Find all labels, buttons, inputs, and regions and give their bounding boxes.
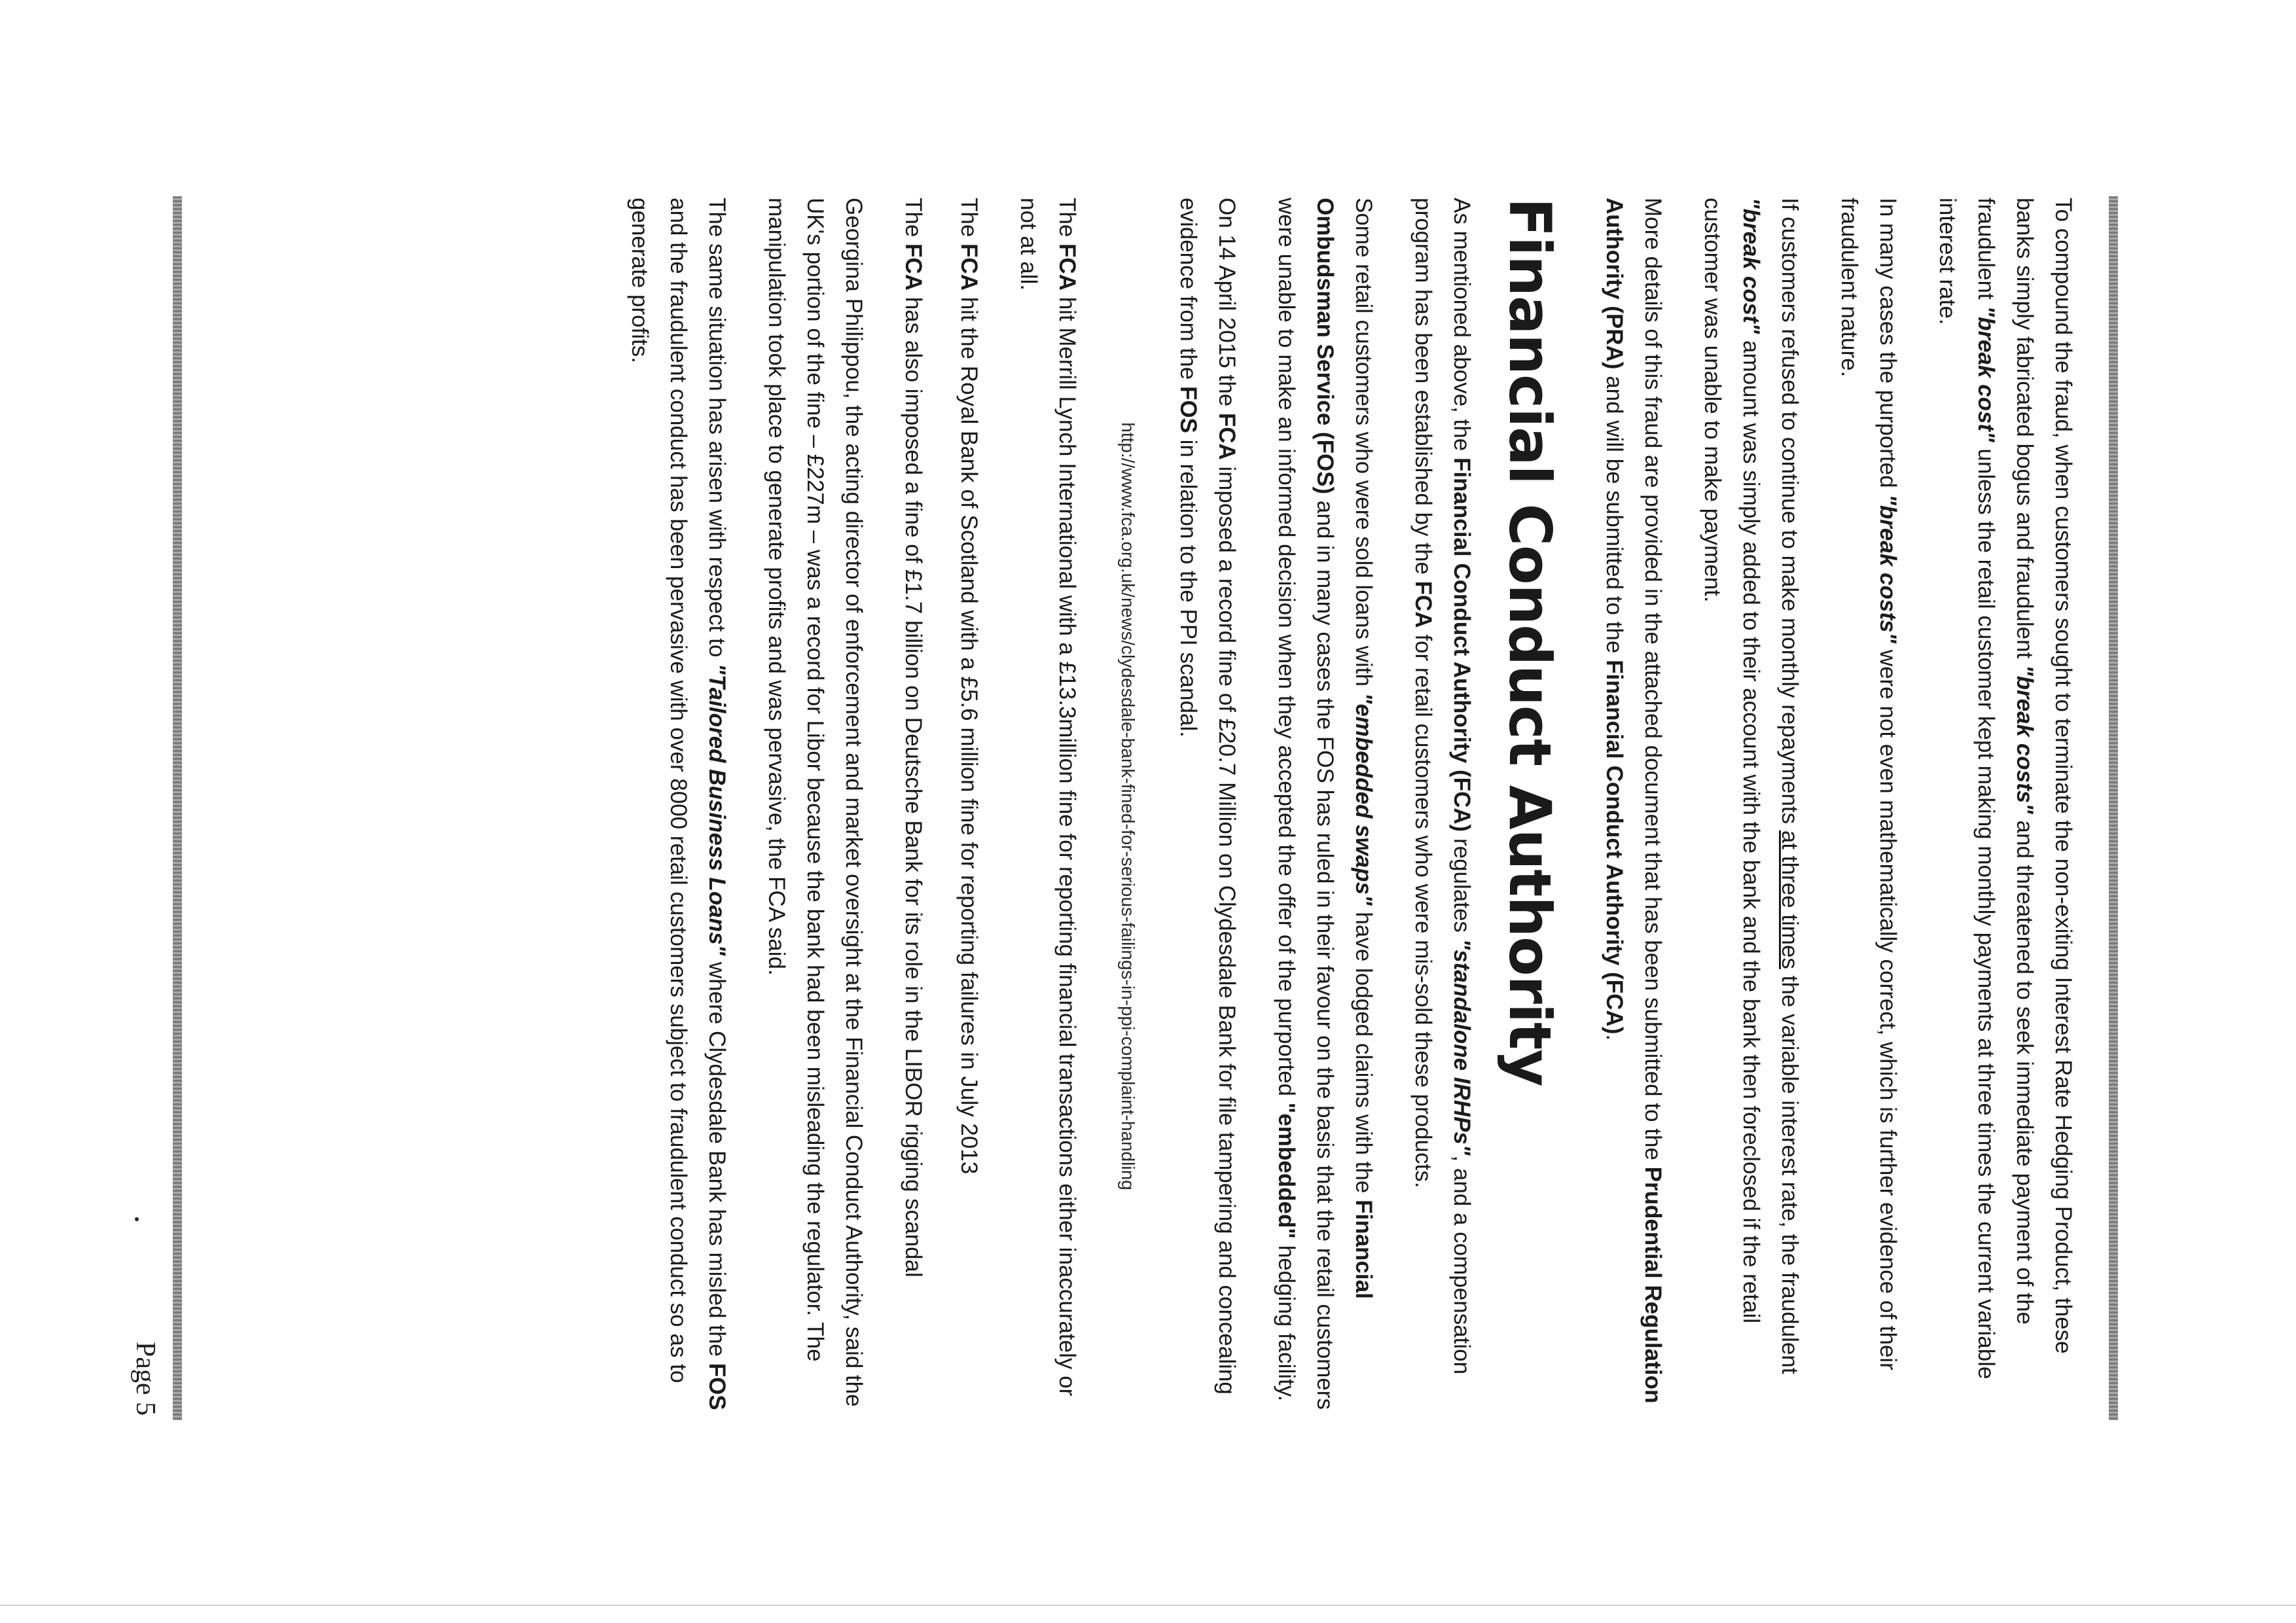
paragraph-fca-regulates: As mentioned above, the Financial Conduct Authority (FCA) regulates "standalone IRHPs", and a compensation program has been established by the FCA for retail customers who were mis-sold these products. [1410, 198, 1475, 1375]
paragraph-break-costs-incorrect: In many cases the purported "break costs" were not even mathematically correct, which is further evidence of their fraudulent nature. [1837, 198, 1901, 1370]
paragraph-refused-repayments: If customers refused to continue to make monthly repayments at three times the variable interest rate, the fraudulent "break cost" amount was simply added to their account with the bank and the bank then foreclosed if the retail customer was unable to make payment. [1700, 198, 1803, 1374]
paragraph-tailored-business-loans: The same situation has arisen with respect to "Tailored Business Loans" where Clydesdale Bank has misled the FOS and the fraudulent conduct has been pervasive with over 8000 retail customers subject to fraudulent conduct so as to generate profits. [627, 198, 730, 1410]
fca-news-link[interactable]: http://www.fca.org.uk/news/clydesdale-bank-fined-for-serious-failings-in-ppi-complaint-handling [1118, 422, 1138, 1190]
stray-dot [135, 1217, 139, 1221]
paragraph-clydesdale-fine: On 14 April 2015 the FCA imposed a record fine of £20.7 Million on Clydesdale Bank for file tampering and concealing evidence from the FOS in relation to the PPI scandal. [1175, 198, 1240, 1395]
paragraph-break-costs-intro: To compound the fraud, when customers sought to terminate the non-exiting Interest Rate Hedging Product, these banks simply fabricated bogus and fraudulent "break costs" and threatened to seek immediate payment of the fraudulent "break cost" unless the retail customer kept making monthly payments at three times the current variable interest rate. [1935, 198, 2076, 1380]
paragraph-philippou-quote: Georgina Philippou, the acting director of enforcement and market oversight at the Financial Conduct Authority, said the UK's portion of the fine – £227m – was a record for Libor because the bank had been misleading the regulator. The manipulation took place to generate profits and was pervasive, the FCA said. [764, 198, 867, 1407]
paragraph-deutsche-fine: The FCA has also imposed a fine of £1.7 billion on Deutsche Bank for its role in the LIBOR rigging scandal [901, 198, 926, 1277]
paragraph-merrill-lynch: The FCA hit Merrill Lynch International with a £13.3million fine for reporting financial transactions either inaccurately or not at all. [1016, 198, 1080, 1397]
paragraph-more-details: More details of this fraud are provided in the attached document that has been submitted to the Prudential Regulation Authority (PRA) and will be submitted to the Financial Conduct Authority (FCA). [1602, 198, 1666, 1404]
document-body [600, 198, 2083, 1415]
top-rule [2109, 196, 2118, 1420]
paragraph-rbs-fine: The FCA hit the Royal Bank of Scotland with a £5.6 million fine for reporting failures in July 2013 [956, 198, 982, 1175]
paragraph-embedded-swaps: Some retail customers who were sold loans with "embedded swaps" have lodged claims with the Financial Ombudsman Service (FOS) and in many cases the FOS has ruled in their favour on the basis that the retail customers were unable to make an informed decision when they accepted the offer of the purported "embedded" hedging facility. [1274, 198, 1376, 1410]
bottom-rule [173, 196, 182, 1420]
section-heading: Financial Conduct Authority [1496, 198, 1564, 1086]
page-number: Page 5 [130, 1342, 160, 1416]
